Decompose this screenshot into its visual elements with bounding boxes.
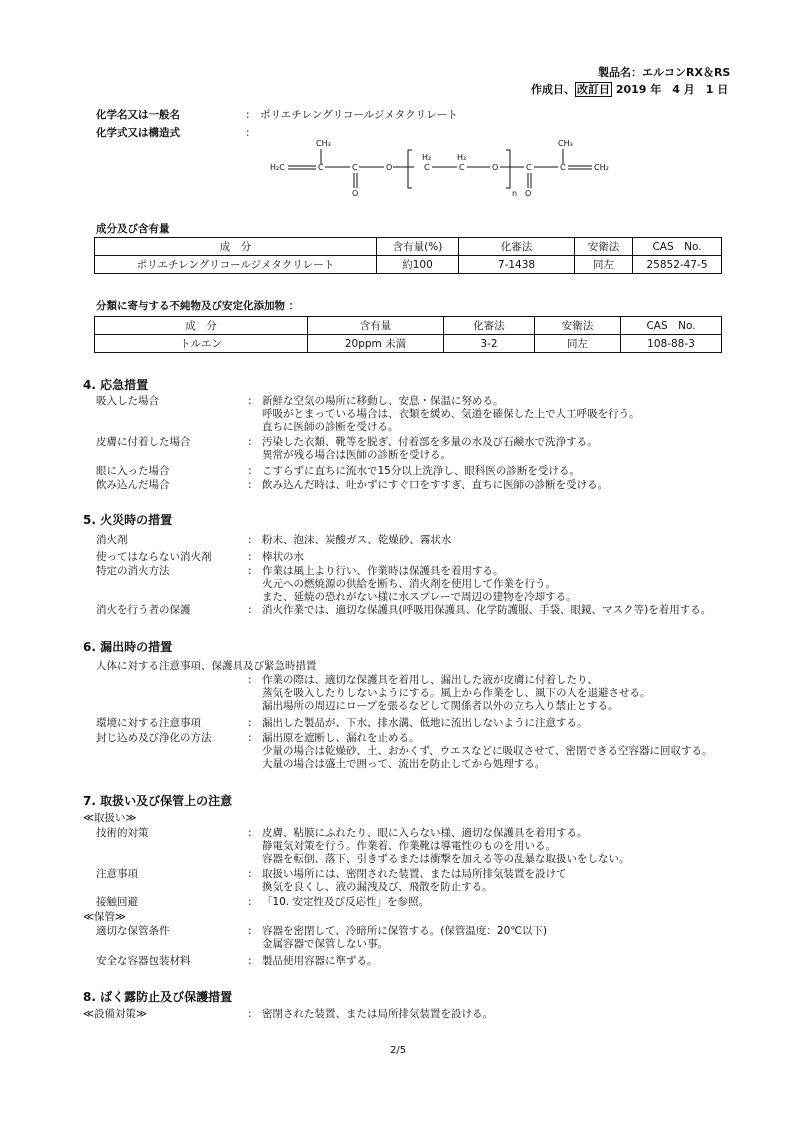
- colon: :: [248, 604, 252, 616]
- product-name: 製品名：エルコンRX＆RS: [598, 66, 731, 79]
- storage-text: 金属容器で保管しない事。: [262, 938, 388, 950]
- colon: :: [248, 925, 252, 937]
- first-aid-text: こすらずに直ちに流水で15分以上洗浄し、眼科医の診断を受ける。: [262, 465, 580, 477]
- composition-table: [94, 237, 722, 274]
- colon: :: [248, 827, 252, 839]
- chemical-formula-label: 化学式又は構造式: [96, 127, 180, 139]
- table-header: 含有量(%): [377, 238, 459, 256]
- section-7-title: 7. 取扱い及び保管上の注意: [83, 794, 233, 808]
- first-aid-text: 汚染した衣類、靴等を脱ぎ、付着部を多量の水及び石鹸水で洗浄する。: [262, 436, 598, 448]
- table-row: [95, 256, 722, 274]
- table-cell: 108-88-3: [621, 335, 722, 353]
- impurities-table: [94, 316, 722, 353]
- formula-c-b: C: [459, 163, 465, 172]
- page-number: 2/5: [390, 1045, 407, 1056]
- formula-c2: C: [352, 163, 358, 172]
- spill-label: 封じ込め及び浄化の方法: [96, 732, 212, 744]
- colon: :: [248, 565, 252, 577]
- colon: :: [248, 674, 252, 686]
- formula-c-a: C: [424, 163, 430, 172]
- table-cell: 7-1438: [459, 256, 575, 274]
- handling-label: 接触回避: [96, 896, 138, 908]
- date-line: [531, 83, 728, 97]
- spill-text: 大量の場合は盛土で囲って、流出を防止してから処理する。: [262, 758, 546, 770]
- equipment-heading: ≪設備対策≫: [83, 1008, 147, 1020]
- spill-text: 少量の場合は乾燥砂、土、おかくず、ウエスなどに吸収させて、密閉できる空容器に回収する。: [262, 745, 713, 757]
- formula-o-carbonyl-2: O: [525, 189, 532, 198]
- fire-label: 使ってはならない消火剤: [96, 551, 212, 563]
- fire-text: 火元への燃焼源の供給を断ち、消火剤を使用して作業を行う。: [262, 578, 556, 590]
- fire-text: 棒状の水: [262, 551, 304, 563]
- colon: :: [248, 395, 252, 407]
- equipment-text: 密閉された装置、または局所排気装置を設ける。: [262, 1008, 493, 1020]
- storage-text: 容器を密閉して、冷暗所に保管する。(保管温度：20℃以下): [262, 925, 548, 937]
- composition-title: 成分及び含有量: [96, 223, 170, 235]
- table-cell: 3-2: [444, 335, 535, 353]
- table-header: 成 分: [95, 238, 377, 256]
- spill-text: 漏出場所の周辺にロープを張るなどして関係者以外の立ち入り禁止とする。: [262, 700, 619, 712]
- table-cell: 同左: [575, 256, 633, 274]
- table-header-row: [95, 238, 722, 256]
- first-aid-label: 飲み込んだ場合: [96, 479, 170, 491]
- fire-text: 作業は風上より行い、作業時は保護具を着用する。: [262, 565, 504, 577]
- handling-label: 技術的対策: [96, 827, 149, 839]
- colon: :: [248, 717, 252, 729]
- fire-label: 特定の消火方法: [96, 565, 170, 577]
- date-label-prefix: 作成日、: [531, 83, 575, 96]
- section-6-title: 6. 漏出時の措置: [83, 640, 173, 654]
- colon: :: [248, 465, 252, 477]
- colon: :: [248, 868, 252, 880]
- fire-text: 粉末、泡沫、炭酸ガス、乾燥砂、霧状水: [262, 534, 452, 546]
- table-header: 含有量: [308, 317, 444, 335]
- chemical-name-label: 化学名又は一般名: [96, 109, 180, 121]
- handling-heading: ≪取扱い≫: [83, 812, 137, 824]
- handling-text: 皮膚、粘膜にふれたり、眼に入らない様、適切な保護具を着用する。: [262, 827, 588, 839]
- revision-date-box: 改訂日: [577, 83, 610, 96]
- colon: :: [248, 551, 252, 563]
- formula-c3: C: [526, 163, 532, 172]
- table-header: 安衛法: [535, 317, 621, 335]
- formula-ch3-left: CH₃: [316, 139, 331, 148]
- spill-text: 漏出原を遮断し、漏れを止める。: [262, 732, 420, 744]
- structural-formula: [262, 138, 622, 206]
- table-cell: 約100: [377, 256, 459, 274]
- fire-label: 消火剤: [96, 534, 128, 546]
- first-aid-label: 眼に入った場合: [96, 465, 170, 477]
- table-header: 化審法: [444, 317, 535, 335]
- storage-heading: ≪保管≫: [83, 911, 126, 923]
- table-cell: トルエン: [95, 335, 308, 353]
- colon: :: [248, 479, 252, 491]
- formula-o1: O: [386, 163, 393, 172]
- first-aid-text: 新鮮な空気の場所に移動し、安息・保温に努める。: [262, 395, 504, 407]
- formula-o2: O: [492, 163, 499, 172]
- fire-label: 消火を行う者の保護: [96, 604, 191, 616]
- formula-ch2: CH₂: [594, 163, 609, 172]
- table-header: 化審法: [459, 238, 575, 256]
- formula-h2-2: H₂: [457, 153, 467, 162]
- colon: :: [248, 732, 252, 744]
- first-aid-text: 異常が残る場合は医師の診断を受ける。: [262, 449, 451, 461]
- colon: :: [248, 436, 252, 448]
- colon: :: [248, 1008, 252, 1020]
- spill-label: 環境に対する注意事項: [96, 717, 201, 729]
- handling-text: 「10. 安定性及び反応性」を参照。: [262, 896, 430, 908]
- first-aid-label: 吸入した場合: [96, 395, 159, 407]
- spill-sub-label: 人体に対する注意事項、保護具及び緊急時措置: [96, 660, 317, 672]
- table-cell: 同左: [535, 335, 621, 353]
- first-aid-text: 飲み込んだ時は、吐かずにすぐ口をすすぎ、直ちに医師の診断を受ける。: [262, 479, 609, 491]
- table-row: [95, 335, 722, 353]
- formula-n: n: [512, 189, 518, 198]
- formula-ch3-right: CH₃: [558, 139, 573, 148]
- colon: :: [248, 896, 252, 908]
- formula-h2-1: H₂: [422, 153, 432, 162]
- first-aid-text: 直ちに医師の診断を受ける。: [262, 421, 399, 433]
- handling-text: 取扱い場所には、密閉された装置、または局所排気装置を設けて: [262, 868, 567, 880]
- section-4-title: 4. 応急措置: [83, 378, 149, 392]
- storage-text: 製品使用容器に準ずる。: [262, 955, 378, 967]
- spill-text: 蒸気を吸入したりしないようにする。風上から作業をし、風下の人を退避させる。: [262, 687, 651, 699]
- table-header: CAS No.: [633, 238, 722, 256]
- table-header: 成 分: [95, 317, 308, 335]
- handling-label: 注意事項: [96, 868, 138, 880]
- first-aid-text: 呼吸がとまっている場合は、衣類を緩め、気道を確保した上で人工呼吸を行う。: [262, 408, 640, 420]
- colon: :: [246, 109, 250, 121]
- colon: :: [246, 127, 250, 139]
- date-value: 2019 年 4 月 1 日: [615, 83, 729, 96]
- formula-h2c: H₂C: [270, 163, 285, 172]
- colon: :: [248, 955, 252, 967]
- table-header: CAS No.: [621, 317, 722, 335]
- handling-text: 静電気対策を行う。作業着、作業靴は導電性のものを用いる。: [262, 840, 556, 852]
- formula-o-carbonyl-1: O: [352, 189, 359, 198]
- chemical-name-value: ポリエチレングリコールジメタクリレート: [260, 109, 458, 121]
- table-cell: 20ppm 未満: [308, 335, 444, 353]
- table-cell: 25852-47-5: [633, 256, 722, 274]
- section-8-title: 8. ばく露防止及び保護措置: [83, 990, 233, 1004]
- fire-text: 消火作業では、適切な保護具(呼吸用保護具、化学防護服、手袋、眼鏡、マスク等)を着用する。: [262, 604, 712, 616]
- storage-label: 適切な保管条件: [96, 925, 170, 937]
- table-header-row: [95, 317, 722, 335]
- formula-c4: C: [560, 163, 566, 172]
- table-cell: ポリエチレングリコールジメタクリレート: [95, 256, 377, 274]
- section-5-title: 5. 火災時の措置: [83, 513, 173, 527]
- handling-text: 換気を良くし、液の漏洩及び、飛散を防止する。: [262, 881, 493, 893]
- spill-text: 作業の際は、適切な保護具を着用し、漏出した液が皮膚に付着したり、: [262, 674, 598, 686]
- table-header: 安衛法: [575, 238, 633, 256]
- fire-text: また、延焼の恐れがない様に水スプレーで周辺の建物を冷却する。: [262, 591, 577, 603]
- handling-text: 容器を転倒、落下、引きずるまたは衝撃を加える等の乱暴な取扱いをしない。: [262, 853, 630, 865]
- impurities-title: 分類に寄与する不純物及び安定化添加物 ：: [96, 300, 300, 312]
- colon: :: [248, 534, 252, 546]
- spill-text: 漏出した製品が、下水、排水溝、低地に流出しないように注意する。: [262, 717, 588, 729]
- first-aid-label: 皮膚に付着した場合: [96, 436, 191, 448]
- formula-c1: C: [318, 163, 324, 172]
- storage-label: 安全な容器包装材料: [96, 955, 191, 967]
